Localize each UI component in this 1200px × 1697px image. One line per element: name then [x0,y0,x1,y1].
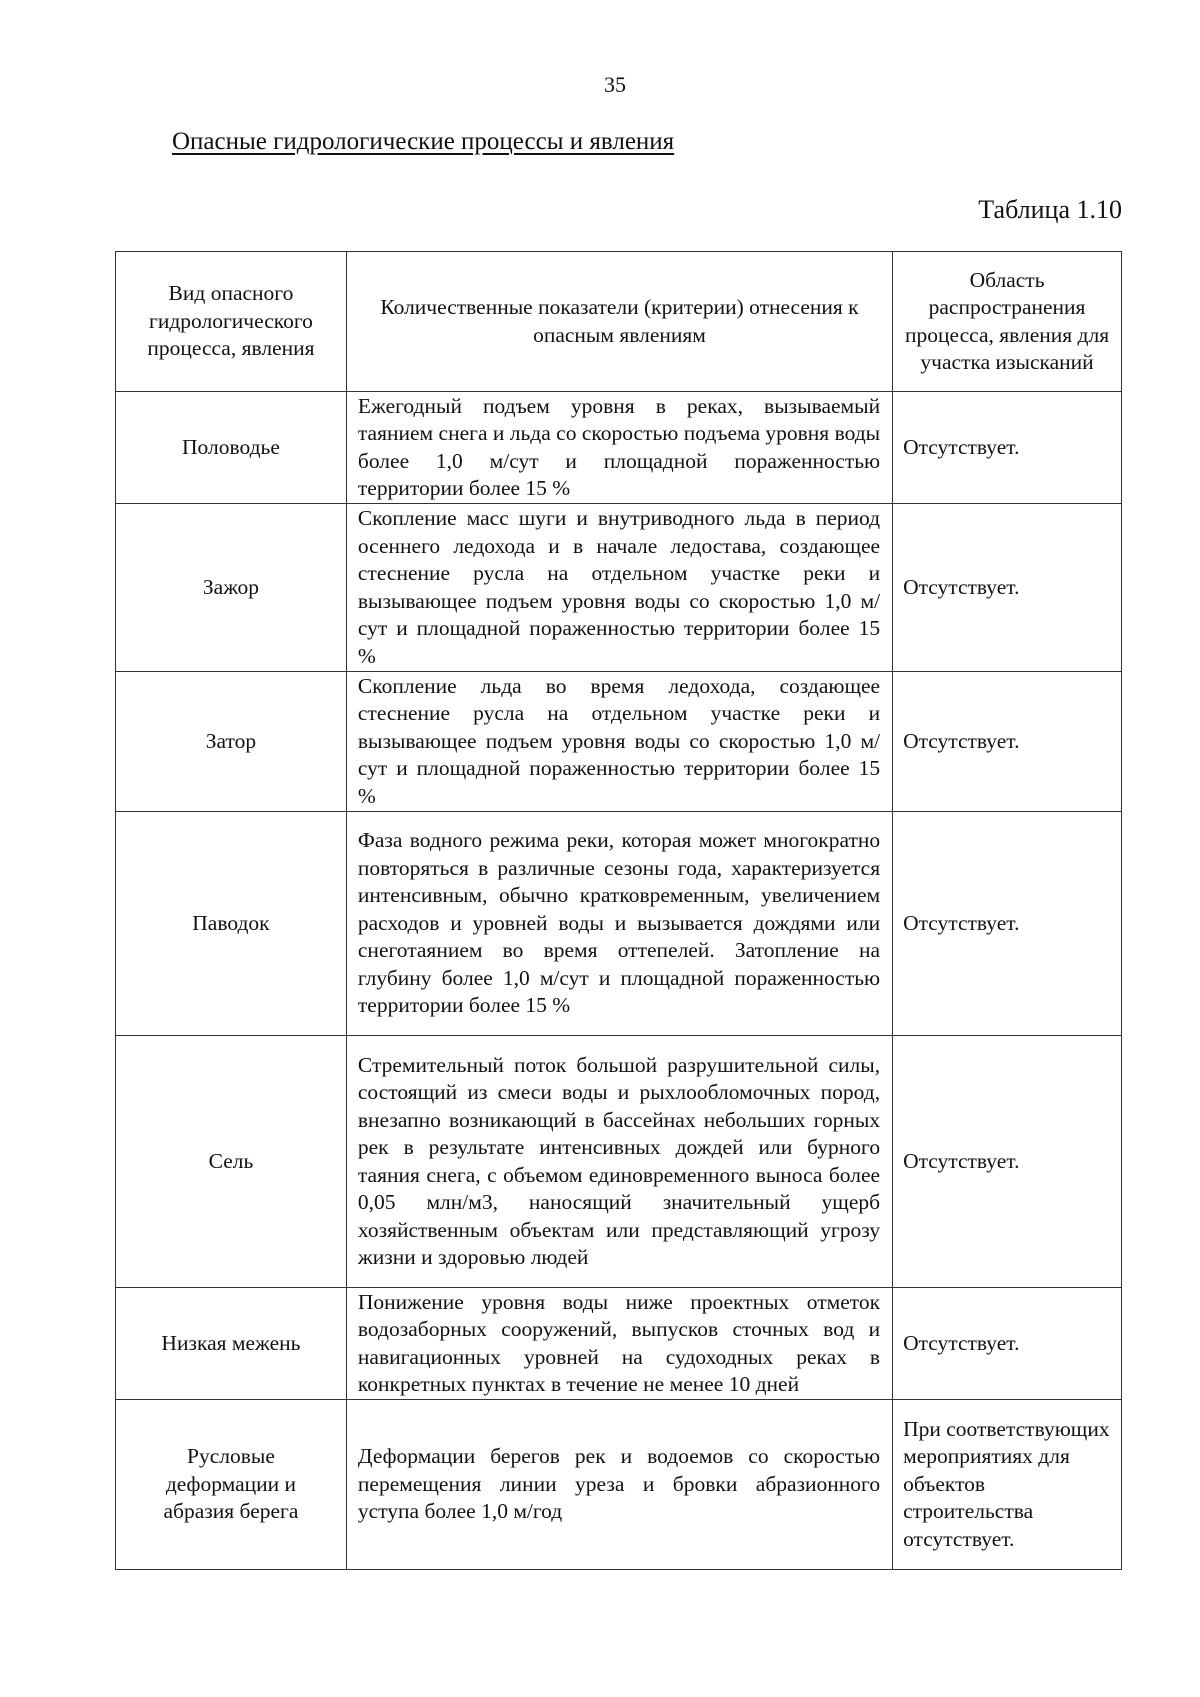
table-row [116,1036,1122,1288]
table-row [116,1400,1122,1570]
hazard-type-cell: Половодье [116,392,347,504]
area-cell: Отсутствует. [893,504,1122,672]
criteria-cell: Фаза водного режима реки, которая может многократно повторяться в различные сезоны года, характеризуется интенсивным, обычно кратковременным, увеличением расходов и уровней воды и вызывается дождями или снеготаянием во время оттепелей. Затопление на глубину более 1,0 м/сут и площадной пораженностью территории более 15 % [346,812,892,1036]
header-hazard-type: Вид опасного гидрологического процесса, явления [116,252,347,392]
area-cell: Отсутствует. [893,392,1122,504]
header-criteria: Количественные показатели (критерии) отнесения к опасным явлениям [346,252,892,392]
area-cell: Отсутствует. [893,812,1122,1036]
table-row [116,672,1122,812]
table-row [116,392,1122,504]
criteria-cell: Скопление масс шуги и внутриводного льда в период осеннего ледохода и в начале ледостава, создающее стеснение русла на отдельном участке реки и вызывающее подъем уровня воды со скоростью 1,0 м/сут и площадной пораженностью территории более 15 % [346,504,892,672]
table-row [116,1288,1122,1400]
hazard-type-cell: Сель [116,1036,347,1288]
hazard-type-cell: Русловые деформации и абразия берега [116,1400,347,1570]
section-title: Опасные гидрологические процессы и явления [172,128,675,155]
hazard-type-cell: Паводок [116,812,347,1036]
hazard-type-cell: Зажор [116,504,347,672]
hazard-type-cell: Затор [116,672,347,812]
hazards-table [115,251,1122,1570]
table-row [116,812,1122,1036]
table-caption: Таблица 1.10 [978,195,1122,224]
header-area: Область распространения процесса, явления для участка изысканий [893,252,1122,392]
page-number: 35 [604,72,626,97]
hazard-type-cell: Низкая межень [116,1288,347,1400]
area-cell: Отсутствует. [893,672,1122,812]
table-row [116,504,1122,672]
criteria-cell: Деформации берегов рек и водоемов со скоростью перемещения линии уреза и бровки абразионного уступа более 1,0 м/год [346,1400,892,1570]
area-cell: Отсутствует. [893,1288,1122,1400]
criteria-cell: Стремительный поток большой разрушительной силы, состоящий из смеси воды и рыхлообломочных пород, внезапно возникающий в бассейнах небольших горных рек в результате интенсивных дождей или бурного таяния снега, с объемом единовременного выноса более 0,05 млн/м3, наносящий значительный ущерб хозяйственным объектам или представляющий угрозу жизни и здоровью людей [346,1036,892,1288]
criteria-cell: Скопление льда во время ледохода, создающее стеснение русла на отдельном участке реки и вызывающее подъем уровня воды со скоростью 1,0 м/сут и площадной пораженностью территории более 15 % [346,672,892,812]
criteria-cell: Ежегодный подъем уровня в реках, вызываемый таянием снега и льда со скоростью подъема уровня воды более 1,0 м/сут и площадной пораженностью территории более 15 % [346,392,892,504]
criteria-cell: Понижение уровня воды ниже проектных отметок водозаборных сооружений, выпусков сточных вод и навигационных уровней на судоходных реках в конкретных пунктах в течение не менее 10 дней [346,1288,892,1400]
area-cell: При соответствующих мероприятиях для объектов строительства отсутствует. [893,1400,1122,1570]
table-header-row [116,252,1122,392]
area-cell: Отсутствует. [893,1036,1122,1288]
